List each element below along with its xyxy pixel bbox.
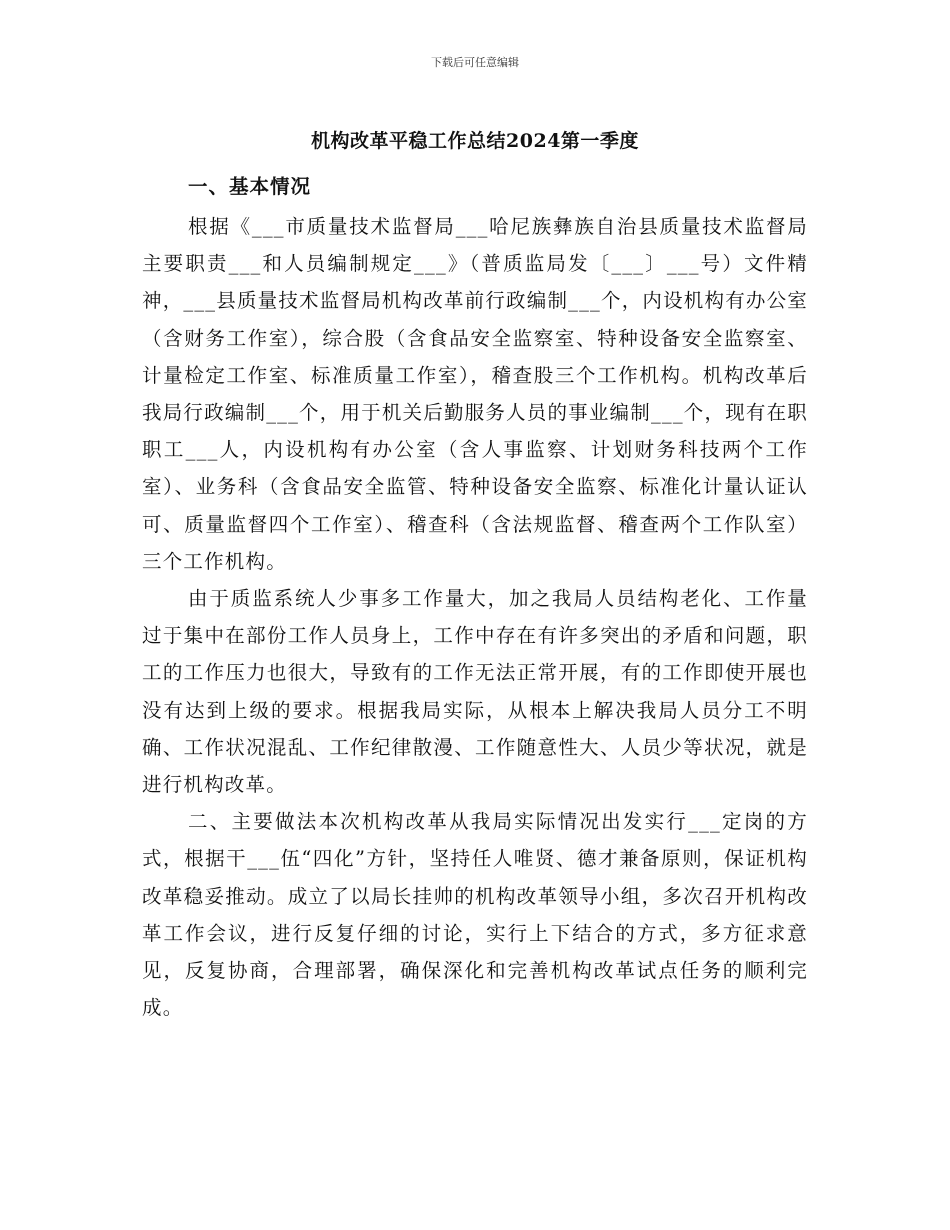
document-title: 机构改革平稳工作总结2024第一季度 xyxy=(311,130,639,152)
paragraph-reasons: 由于质监系统人少事多工作量大，加之我局人员结构老化、工作量过于集中在部份工作人员身上，工作中存在有许多突出的矛盾和问题，职工的工作压力也很大，导致有的工作无法正常开展，有的工作即使开展也没有达到上级的要求。根据我局实际，从根本上解决我局人员分工不明确、工作状况混乱、工作纪律散漫、工作随意性大、人员少等状况，就是进行机构改革。 xyxy=(142,587,808,797)
document-body xyxy=(142,170,808,1026)
paragraph-main-practices: 二、主要做法本次机构改革从我局实际情况出发实行___定岗的方式，根据干___伍“四化”方针，坚持任人唯贤、德才兼备原则，保证机构改革稳妥推动。成立了以局长挂帅的机构改革领导小组，多次召开机构改革工作会议，进行反复仔细的讨论，实行上下结合的方式，多方征求意见，反复协商，合理部署，确保深化和完善机构改革试点任务的顺利完成。 xyxy=(142,810,808,1020)
section-heading-basic-info: 一、基本情况 xyxy=(188,175,312,198)
header-note: 下载后可任意编辑 xyxy=(431,56,519,69)
paragraph-basic-info: 根据《___市质量技术监督局___哈尼族彝族自治县质量技术监督局主要职责___和人员编制规定___》（普质监局发〔___〕___号）文件精神，___县质量技术监督局机构改革前行政编制___个，内设机构有办公室（含财务工作室），综合股（含食品安全监察室、特种设备安全监察室、计量检定工作室、标准质量工作室），稽查股三个工作机构。机构改革后我局行政编制___个，用于机关后勤服务人员的事业编制___个，现有在职职工___人，内设机构有办公室（含人事监察、计划财务科技两个工作室）、业务科（含食品安全监管、特种设备安全监察、标准化计量认证认可、质量监督四个工作室）、稽查科（含法规监督、稽查两个工作队室）三个工作机构。 xyxy=(142,215,809,573)
